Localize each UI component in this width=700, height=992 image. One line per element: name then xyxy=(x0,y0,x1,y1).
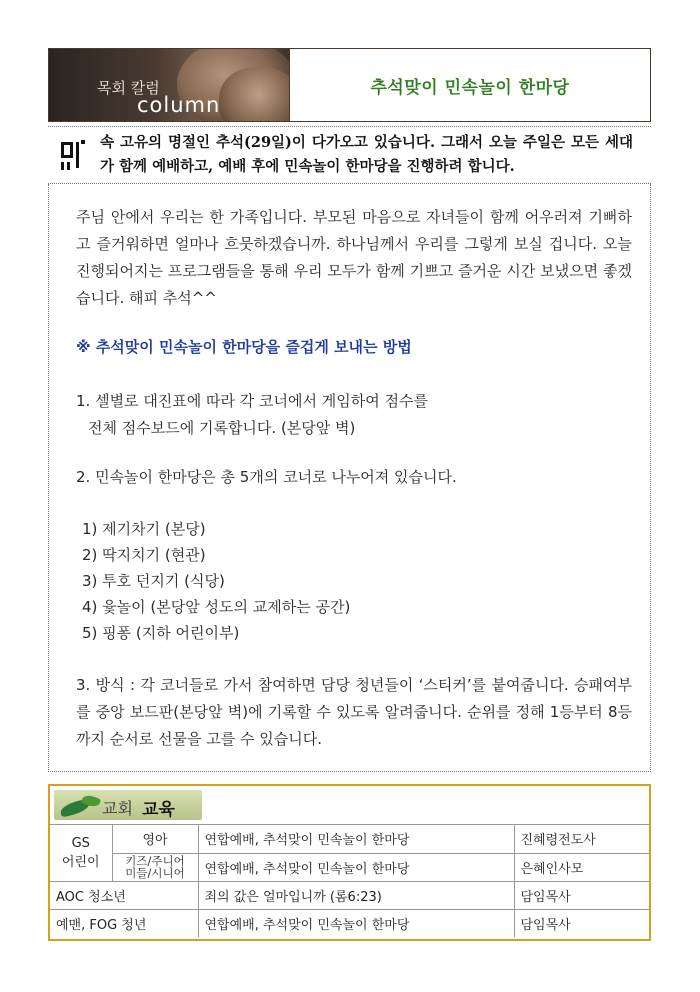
badge-main: 교육 xyxy=(142,800,175,820)
table-row xyxy=(50,909,649,937)
list-item-2: 2. 민속놀이 한마당은 총 5개의 코너로 나누어져 있습니다. xyxy=(76,468,457,486)
bullet-mark-icon xyxy=(56,135,92,175)
leader-cell: 진혜령전도사 xyxy=(514,825,649,853)
table-row xyxy=(50,881,649,909)
group-cell: AOC 청소년 xyxy=(50,881,198,909)
leader-cell: 담임목사 xyxy=(514,881,649,909)
gs-children-cell xyxy=(50,825,112,881)
content-cell: 연합예배, 추석맞이 민속놀이 한마당 xyxy=(198,853,514,881)
corner-item: 5) 핑퐁 (지하 어린이부) xyxy=(82,624,240,642)
corner-item: 3) 투호 던지기 (식당) xyxy=(82,572,225,590)
subgroup-cell xyxy=(112,853,198,881)
intro-box xyxy=(48,126,651,184)
body-paragraph: 주님 안에서 우리는 한 가족입니다. 부모된 마음으로 자녀들이 함께 어우러져 기뻐하고 즐거워하면 얼마나 흐뭇하겠습니까. 하나님께서 우리를 그렇게 보실 겁니다. 오늘 진행되어지는 프로그램들을 통해 우리 모두가 함께 기쁘고 즐거운 시간 보냈으면 좋겠습니다. 해피 추석^^ xyxy=(76,208,632,307)
corner-list xyxy=(82,516,350,646)
content-cell: 연합예배, 추석맞이 민속놀이 한마당 xyxy=(198,909,514,937)
table-row xyxy=(50,825,649,853)
subgroup-line: 키즈/주니어 xyxy=(125,854,185,868)
praying-hands-banner xyxy=(49,49,289,121)
leader-cell: 은혜인사모 xyxy=(514,853,649,881)
corner-item: 4) 윷놀이 (본당앞 성도의 교제하는 공간) xyxy=(82,598,351,616)
column-header xyxy=(48,48,651,122)
intro-text: 속 고유의 명절인 추석(29일)이 다가오고 있습니다. 그래서 오늘 주일은 모든 세대가 함께 예배하고, 예배 후에 민속놀이 한마당을 진행하려 합니다. xyxy=(100,134,633,175)
method-subheading: ※ 추석맞이 민속놀이 한마당을 즐겁게 보내는 방법 xyxy=(76,338,412,356)
gs-label: GS xyxy=(71,835,90,851)
content-cell: 죄의 값은 얼마입니까 (롬6:23) xyxy=(198,881,514,909)
subgroup-line: 미들/시니어 xyxy=(125,866,185,880)
church-education-box xyxy=(48,784,651,941)
education-table xyxy=(50,825,649,937)
header-kicker: 목회 칼럼 xyxy=(97,79,160,97)
corner-item: 2) 딱지치기 (현관) xyxy=(82,546,206,564)
leader-cell: 담임목사 xyxy=(514,909,649,937)
page-title-box xyxy=(289,49,650,121)
header-column-word: column xyxy=(137,93,221,117)
table-row xyxy=(50,853,649,881)
badge-prefix: 교회 xyxy=(102,799,133,818)
children-label: 어린이 xyxy=(61,854,100,870)
education-badge xyxy=(54,790,202,820)
page-title: 추석맞이 민속놀이 한마당 xyxy=(370,77,570,98)
education-header xyxy=(50,786,649,825)
list-item-1-line-2: 전체 점수보드에 기록합니다. (본당앞 벽) xyxy=(88,419,356,437)
content-cell: 연합예배, 추석맞이 민속놀이 한마당 xyxy=(198,825,514,853)
group-cell: 예맨, FOG 청년 xyxy=(50,909,198,937)
subgroup-cell: 영아 xyxy=(112,825,198,853)
list-item-1 xyxy=(76,388,632,442)
hands-image-shape-2 xyxy=(219,67,289,121)
list-item-1-line-1: 1. 셀별로 대진표에 따라 각 코너에서 게임하여 점수를 xyxy=(76,392,428,410)
corner-item: 1) 제기차기 (본당) xyxy=(82,520,206,538)
list-item-3: 3. 방식 : 각 코너들로 가서 참여하면 담당 청년들이 ‘스티커’를 붙여줍니다. 승패여부를 중앙 보드판(본당앞 벽)에 기록할 수 있도록 알려줍니다. 순위를 정해 1등부터 8등까지 순서로 선물을 고를 수 있습니다. xyxy=(76,676,632,748)
